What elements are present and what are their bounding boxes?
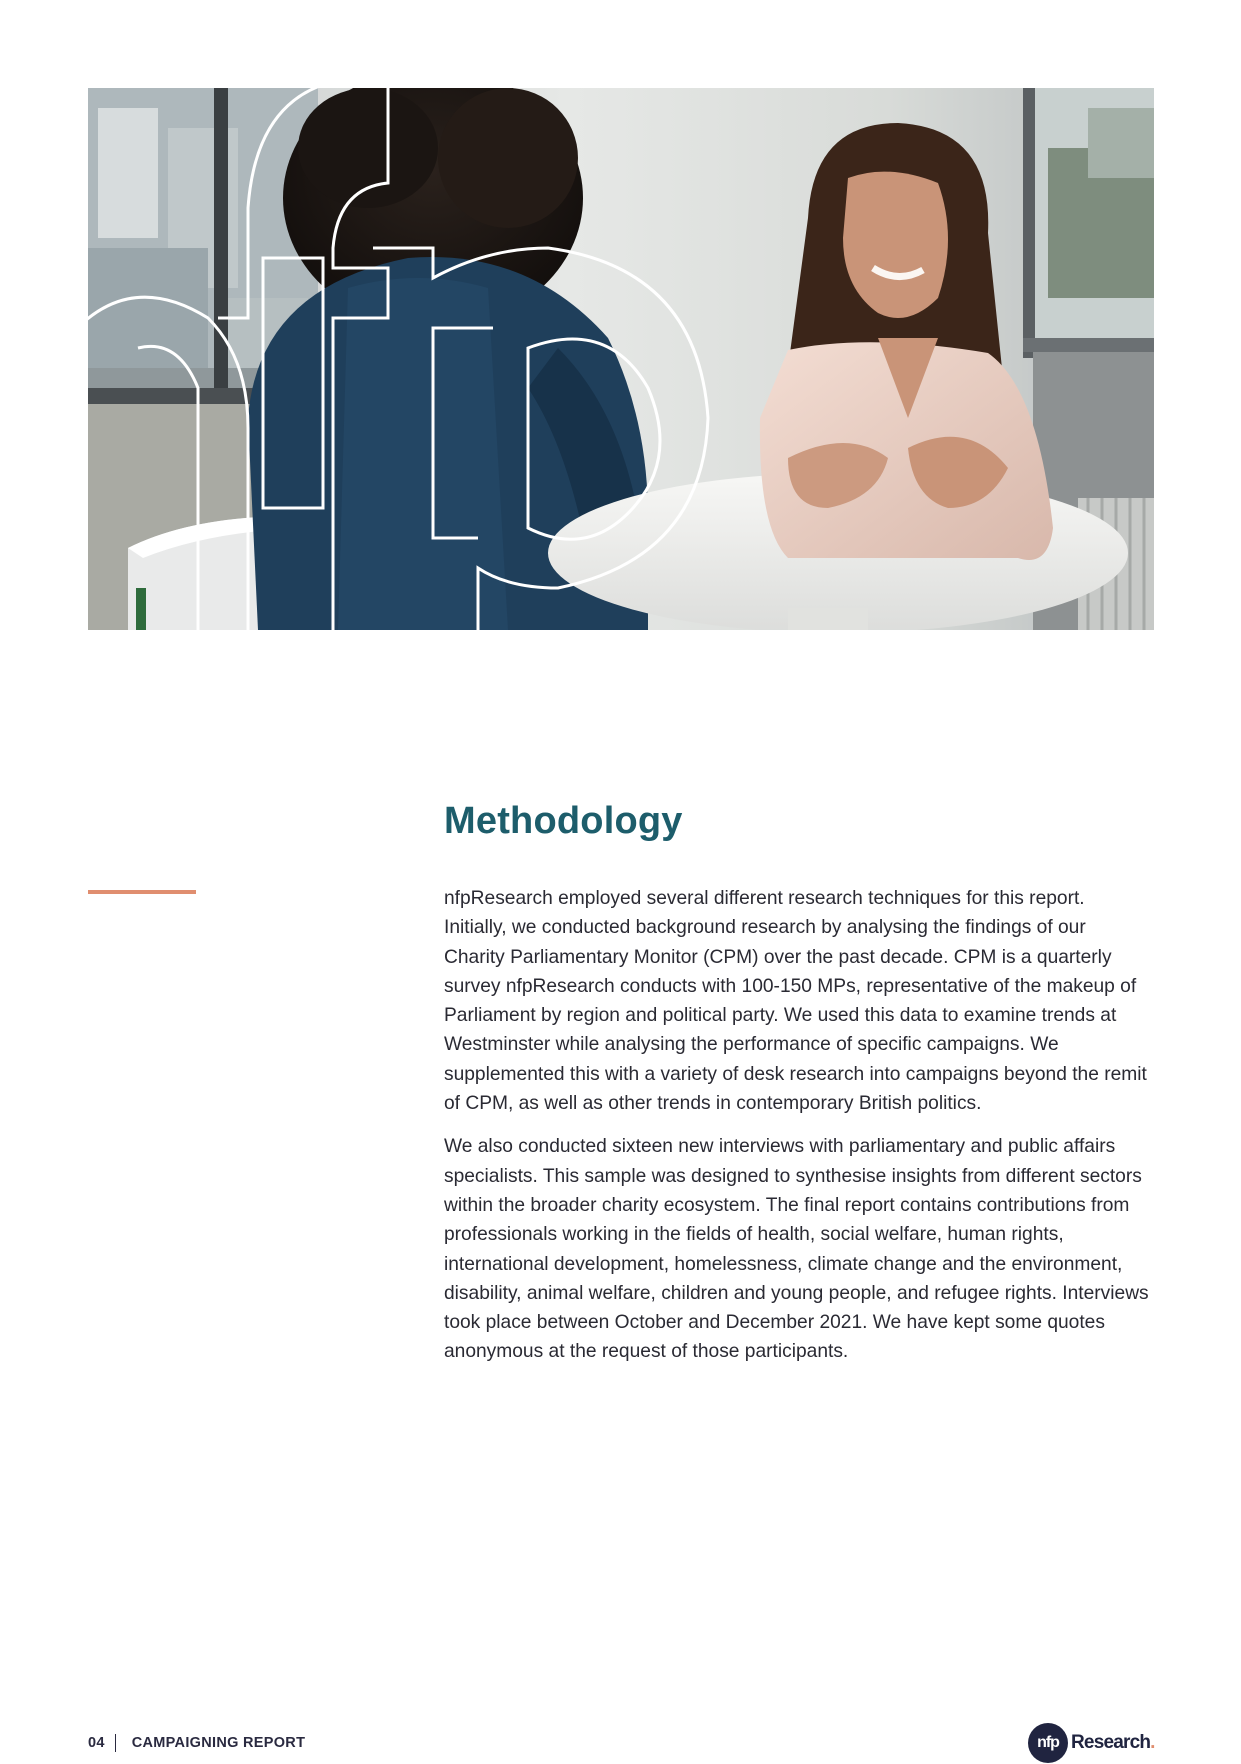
footer-divider: [115, 1734, 116, 1752]
page-footer: [88, 1733, 305, 1753]
logo-mark: nfp: [1028, 1723, 1068, 1763]
article-body: [444, 884, 1150, 1381]
body-paragraph: nfpResearch employed several different research techniques for this report. Initially, we conducted background research by analysing the findings of our Charity Parliamentary Monitor (CPM) over the past decade. CPM is a quarterly survey nfpResearch conducts with 100-150 MPs, representative of the makeup of Parliament by region and political party. We used this data to examine trends at Westminster while analysing the performance of specific campaigns. We supplemented this with a variety of desk research into campaigns beyond the remit of CPM, as well as other trends in contemporary British politics.: [444, 888, 1147, 1115]
section-title: Methodology: [444, 800, 683, 842]
accent-rule: [88, 890, 196, 894]
nfp-research-logo: [1028, 1722, 1155, 1764]
hero-photo-illustration: [88, 88, 1154, 630]
body-paragraph: We also conducted sixteen new interviews with parliamentary and public affairs specialists. This sample was designed to synthesise insights from different sectors within the broader charity ecosystem. The final report contains contributions from professionals working in the fields of health, social welfare, human rights, international development, homelessness, climate change and the environment, disability, animal welfare, children and young people, and refugee rights. Interviews took place between October and December 2021. We have kept some quotes anonymous at the request of those participants.: [444, 1136, 1149, 1363]
logo-dot: .: [1150, 1732, 1155, 1753]
logo-word: Research: [1071, 1732, 1151, 1753]
hero-photo: [88, 88, 1154, 630]
page-number: 04: [88, 1735, 105, 1751]
report-name: CAMPAIGNING REPORT: [131, 1735, 306, 1751]
logo-wordmark: [1071, 1732, 1155, 1754]
